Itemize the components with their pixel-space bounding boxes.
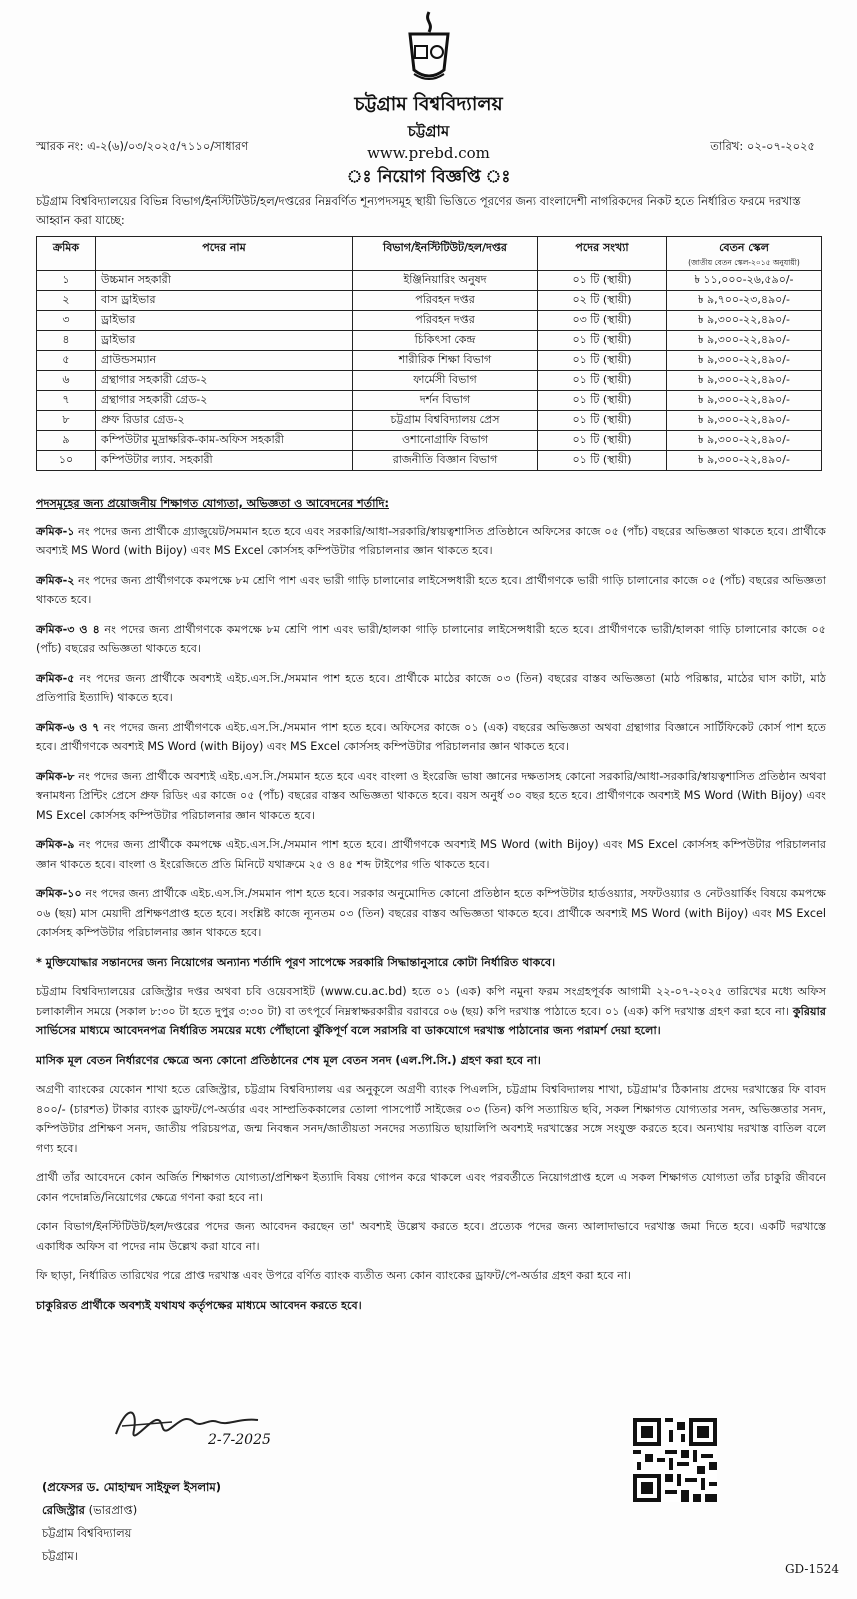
cell-count: ০১ টি (স্থায়ী) — [538, 351, 667, 371]
table-row — [37, 271, 822, 291]
requirement-label: ক্রমিক-৬ ও ৭ — [36, 720, 100, 734]
requirement-text: নং পদের জন্য প্রার্থীকে অবশ্যই এইচ.এস.সি./সমমান হতে হবে এবং বাংলা ও ইংরেজি ভাষা জ্ঞানের দক্ষতাসহ কোনো সরকারি/আধা-সরকারি/স্বায়ত্বশাসিত প্রতিষ্ঠান অথবা স্বনামধন্য প্রিন্টিং প্রেসে প্রুফ রিডিং এর কাজে ০৫ (পাঁচ) বছরের বাস্তব অভিজ্ঞতা থাকতে হবে। বয়স অনুর্ধ ৩০ বছর হতে হবে। প্রার্থীগণকে অবশ্যই MS Word (With Bijoy) এবং MS Excel কোর্সসহ কম্পিউটার পরিচালনার জ্ঞান থাকতে হবে। — [36, 769, 826, 822]
cell-serial: ১ — [37, 271, 96, 291]
signer-city: চট্টগ্রাম। — [42, 1549, 78, 1563]
requirement-text: নং পদের জন্য প্রার্থীগণকে এইচ.এস.সি./সমমান পাশ হতে হবে। অফিসের কাজে ০১ (এক) বছরের অভিজ্ঞতা অথবা গ্রন্থাগার বিজ্ঞানে সার্টিফিকেট কোর্স পাশ হতে হবে। প্রার্থীগণকে অবশ্যই MS Word (with Bijoy) এবং MS Excel কোর্সসহ কম্পিউটার পরিচালনার জ্ঞান থাকতে হবে। — [36, 720, 827, 753]
employed-note: চাকুরিরত প্রার্থীকে অবশ্যই যথাযথ কর্তৃপক্ষের মাধ্যমে আবেদন করতে হবে। — [36, 1298, 362, 1312]
university-name: চট্টগ্রাম বিশ্ববিদ্যালয় — [354, 93, 503, 115]
cell-count: ০১ টি (স্থায়ী) — [538, 411, 667, 431]
header-count: পদের সংখ্যা — [538, 237, 667, 271]
table-row — [37, 291, 822, 311]
cell-dept: শারীরিক শিক্ষা বিভাগ — [353, 351, 538, 371]
requirement-text: নং পদের জন্য প্রার্থীগণকে কমপক্ষে ৮ম শ্রেণি পাশ এবং ভারী গাড়ি চালানোর লাইসেন্সধারী হতে হবে। প্রার্থীগণকে ভারী গাড়ি চালানোর কাজে ০৫ (পাঁচ) বছরের অভিজ্ঞতা থাকতে হবে। — [36, 573, 826, 606]
cell-serial: ৮ — [37, 411, 96, 431]
lpc-note: মাসিক মূল বেতন নির্ধারণের ক্ষেত্রে অন্য কোনো প্রতিষ্ঠানের শেষ মূল বেতন সনদ (এল.পি.সি.) গ্রহণ করা হবে না। — [36, 1053, 541, 1067]
table-row — [37, 451, 822, 471]
table-row — [37, 351, 822, 371]
cell-post: উচ্চমান সহকারী — [96, 271, 353, 291]
cell-serial: ৪ — [37, 331, 96, 351]
requirement-item — [36, 620, 826, 659]
cell-post: গ্রাউন্ডসম্যান — [96, 351, 353, 371]
header-scale-label: বেতন স্কেল — [719, 241, 769, 254]
cell-count: ০১ টি (স্থায়ী) — [538, 451, 667, 471]
requirement-label: ক্রমিক-৫ — [36, 671, 75, 685]
cell-count: ০২ টি (স্থায়ী) — [538, 291, 667, 311]
requirement-item — [36, 571, 826, 610]
cell-serial: ৬ — [37, 371, 96, 391]
requirement-label: ক্রমিক-৯ — [36, 838, 75, 851]
requirement-item — [36, 718, 826, 757]
requirements-body — [36, 494, 826, 1325]
cell-serial: ২ — [37, 291, 96, 311]
cell-post: কম্পিউটার ল্যাব. সহকারী — [96, 451, 353, 471]
cell-scale: ৳ ৯,৩০০-২২,৪৯০/- — [667, 311, 822, 331]
cell-scale: ৳ ৯,৩০০-২২,৪৯০/- — [667, 371, 822, 391]
requirement-item — [36, 522, 826, 561]
cell-dept: চিকিৎসা কেন্দ্র — [353, 331, 538, 351]
header-dept: বিভাগ/ইনস্টিটিউট/হল/দপ্তর — [353, 237, 538, 271]
cell-serial: ১০ — [37, 451, 96, 471]
application-text: চট্টগ্রাম বিশ্ববিদ্যালয়ের রেজিস্ট্রার দপ্তর অথবা চবি ওয়েবসাইট (www.cu.ac.bd) হতে ০১ (এক) কপি নমুনা ফরম সংগ্রহপূর্বক আগামী ২২-০৭-২০২৫ তারিখের মধ্যে অফিস চলাকালীন সময়ে (সকাল ৮:৩০ টা হতে দুপুর ৩:৩০ টা) বা তৎপূর্বে নিম্নস্বাক্ষরকারীর বরাবরে ০৬ (ছয়) কপি দরখাস্ত পাঠাতে হবে। ০১ (এক) কপি দরখাস্ত গ্রহণ করা হবে না। — [36, 985, 826, 1018]
requirement-text: নং পদের জন্য প্রার্থীকে গ্র্যাজুয়েট/সমমান হতে হবে এবং সরকারি/আধা-সরকারি/স্বায়ত্বশাসিত প্রতিষ্ঠানে অফিসের কাজে ০৫ (পাঁচ) বছরের অভিজ্ঞতা থাকতে হবে। প্রার্থীকে অবশ্যই MS Word (with Bijoy) এবং MS Excel কোর্সসহ কম্পিউটার পরিচালনার জ্ঞান থাকতে হবে। — [36, 524, 826, 557]
mention-paragraph: কোন বিভাগ/ইনস্টিটিউট/হল/দপ্তরের পদের জন্য আবেদন করছেন তা' অবশ্যই উল্লেখ করতে হবে। প্রত্যেক পদের জন্য আলাদাভাবে দরখাস্ত জমা দিতে হবে। একটি দরখাস্তে একাধিক অফিস বা পদের নাম উল্লেখ করা যাবে না। — [36, 1220, 826, 1253]
cell-scale: ৳ ৯,৭০০-২৩,৪৯০/- — [667, 291, 822, 311]
cell-post: বাস ড্রাইভার — [96, 291, 353, 311]
cell-serial: ৯ — [37, 431, 96, 451]
cell-scale: ৳ ৯,৩০০-২২,৪৯০/- — [667, 331, 822, 351]
signer-title: রেজিস্ট্রার — [42, 1503, 85, 1517]
cell-dept: ওশানোগ্রাফি বিভাগ — [353, 431, 538, 451]
header-post: পদের নাম — [96, 237, 353, 271]
cell-serial: ৩ — [37, 311, 96, 331]
notice-date: তারিখ: ০২-০৭-২০২৫ — [710, 139, 815, 153]
cell-post: গ্রন্থাগার সহকারী গ্রেড-২ — [96, 371, 353, 391]
cell-dept: ফার্মেসী বিভাগ — [353, 371, 538, 391]
cell-scale: ৳ ১১,০০০-২৬,৫৯০/- — [667, 271, 822, 291]
draft-paragraph: ফি ছাড়া, নির্ধারিত তারিখের পরে প্রাপ্ত দরখাস্ত এবং উপরে বর্ণিত ব্যাংক ব্যতীত অন্য কোন ব্যাংকের ড্রাফট/পে-অর্ডার গ্রহণ করা হবে না। — [36, 1269, 632, 1282]
cell-count: ০১ টি (স্থায়ী) — [538, 391, 667, 411]
cell-post: প্রুফ রিডার গ্রেড-২ — [96, 411, 353, 431]
requirement-label: ক্রমিক-৮ — [36, 769, 75, 783]
table-header-row — [37, 237, 822, 271]
cell-post: ড্রাইভার — [96, 311, 353, 331]
table-row — [37, 311, 822, 331]
header-scale — [667, 237, 822, 271]
signer-title-note: (ভারপ্রাপ্ত) — [84, 1503, 138, 1517]
requirement-label: ক্রমিক-২ — [36, 573, 75, 587]
header-serial: ক্রমিক — [37, 237, 96, 271]
cell-scale: ৳ ৯,৩০০-২২,৪৯০/- — [667, 391, 822, 411]
university-logo-icon — [404, 10, 454, 84]
cell-dept: পরিবহন দপ্তর — [353, 311, 538, 331]
table-row — [37, 331, 822, 351]
conceal-paragraph: প্রার্থী তাঁর আবেদনে কোন অর্জিত শিক্ষাগত যোগ্যতা/প্রশিক্ষণ ইত্যাদি বিষয় গোপন করে থাকলে এবং পরবর্তীতে নিয়োগপ্রাপ্ত হলে এ সকল শিক্ষাগত যোগ্যতা তাঁর চাকুরি জীবনে কোন পদোন্নতি/নিয়োগের ক্ষেত্রে গণনা করা হবে না। — [36, 1171, 826, 1204]
requirement-label: ক্রমিক-১০ — [36, 887, 82, 900]
header-scale-note: (জাতীয় বেতন স্কেল-২০১৫ অনুযায়ী) — [688, 258, 800, 267]
cell-dept: ইঞ্জিনিয়ারিং অনুষদ — [353, 271, 538, 291]
cell-scale: ৳ ৯,৩০০-২২,৪৯০/- — [667, 411, 822, 431]
requirement-text: নং পদের জন্য প্রার্থীকে এইচ.এস.সি./সমমান পাশ হতে হবে। সরকার অনুমোদিত কোনো প্রতিষ্ঠান হতে কম্পিউটার হার্ডওয়্যার, সফটওয়্যার ও নেটওয়ার্কিং বিষয়ে কমপক্ষে ০৬ (ছয়) মাস মেয়াদী প্রশিক্ষণপ্রাপ্ত হতে হবে। সংশ্লিষ্ট কাজে ন্যূনতম ০৩ (তিন) বছরের বাস্তব অভিজ্ঞতা থাকতে হবে। প্রার্থীকে অবশ্যই MS Word (with Bijoy) এবং MS Excel কোর্সসহ কম্পিউটার পরিচালনার জ্ঞান থাকতে হবে। — [36, 887, 826, 939]
cell-scale: ৳ ৯,৩০০-২২,৪৯০/- — [667, 431, 822, 451]
cell-serial: ৫ — [37, 351, 96, 371]
cell-dept: চট্টগ্রাম বিশ্ববিদ্যালয় প্রেস — [353, 411, 538, 431]
cell-post: কম্পিউটার মুদ্রাক্ষরিক-কাম-অফিস সহকারী — [96, 431, 353, 451]
cell-scale: ৳ ৯,৩০০-২২,৪৯০/- — [667, 451, 822, 471]
cell-dept: রাজনীতি বিজ্ঞান বিভাগ — [353, 451, 538, 471]
requirement-item — [36, 884, 826, 943]
cell-post: গ্রন্থাগার সহকারী গ্রেড-২ — [96, 391, 353, 411]
table-row — [37, 391, 822, 411]
table-row — [37, 411, 822, 431]
cell-count: ০১ টি (স্থায়ী) — [538, 431, 667, 451]
application-warning: কুরিয়ার সার্ভিসের মাধ্যমে আবেদনপত্র নির্ধারিত সময়ের মধ্যে পৌঁছানো ঝুঁকিপূর্ণ বলে সরাসরি বা ডাকযোগে দরখাস্ত পাঠানোর জন্য পরামর্শ দেয়া হলো। — [36, 1004, 826, 1037]
requirement-text: নং পদের জন্য প্রার্থীকে কমপক্ষে এইচ.এস.সি./সমমান পাশ হতে হবে। প্রার্থীগণকে অবশ্যই MS Word (with Bijoy) এবং MS Excel কোর্সসহ কম্পিউটার পরিচালনার জ্ঞান থাকতে হবে। বাংলা ও ইংরেজিতে প্রতি মিনিটে যথাক্রমে ২৫ ও ৪৫ শব্দ টাইপের গতি থাকতে হবে। — [36, 838, 826, 871]
quota-note: * মুক্তিযোদ্ধার সন্তানদের জন্য নিয়োগের অন্যান্য শর্তাদি পূরণ সাপেক্ষে সরকারি সিদ্ধান্তানুসারে কোটা নির্ধারিত থাকবে। — [36, 955, 556, 969]
table-row — [37, 431, 822, 451]
cell-dept: দর্শন বিভাগ — [353, 391, 538, 411]
requirement-label: ক্রমিক-৩ ও ৪ — [36, 622, 100, 636]
requirement-item — [36, 669, 826, 708]
city-name: চট্টগ্রাম — [407, 122, 450, 140]
signer-org: চট্টগ্রাম বিশ্ববিদ্যালয় — [42, 1526, 132, 1540]
website-watermark: www.prebd.com — [367, 144, 490, 162]
table-row — [37, 371, 822, 391]
cell-dept: পরিবহন দপ্তর — [353, 291, 538, 311]
signer-block — [42, 1476, 221, 1568]
cell-count: ০৩ টি (স্থায়ী) — [538, 311, 667, 331]
vacancy-table — [36, 236, 822, 471]
requirement-label: ক্রমিক-১ — [36, 524, 75, 538]
cell-scale: ৳ ৯,৩০০-২২,৪৯০/- — [667, 351, 822, 371]
requirement-text: নং পদের জন্য প্রার্থীগণকে কমপক্ষে ৮ম শ্রেণি পাশ এবং ভারী/হালকা গাড়ি চালানোর লাইসেন্সধারী হতে হবে। প্রার্থীগণকে ভারী/হালকা গাড়ি চালানোর কাজে ০৫ (পাঁচ) বছরের অভিজ্ঞতা থাকতে হবে। — [36, 622, 827, 655]
cell-count: ০১ টি (স্থায়ী) — [538, 331, 667, 351]
fee-paragraph: অগ্রণী ব্যাংকের যেকোন শাখা হতে রেজিস্ট্রার, চট্টগ্রাম বিশ্ববিদ্যালয় এর অনুকূলে অগ্রণী ব্যাংক পিএলসি, চট্টগ্রাম বিশ্ববিদ্যালয় শাখা, চট্টগ্রাম'র ঠিকানায় প্রদেয় দরখাস্তের ফি বাবদ ৪০০/- (চারশত) টাকার ব্যাংক ড্রাফট/পে-অর্ডার এবং সাম্প্রতিককালের তোলা পাসপোর্ট সাইজের ০৩ (তিন) কপি সত্যায়িত ছবি, সকল শিক্ষাগত যোগ্যতার সনদ, অভিজ্ঞতার সনদ, কম্পিউটার প্রশিক্ষণ সনদ, জাতীয় পরিচয়পত্র, জন্ম নিবন্ধন সনদ/জাতীয়তা সনদের সত্যায়িত ছায়ালিপি অবশ্যই দরখাস্তের সঙ্গে সংযুক্ত করতে হবে। অন্যথায় দরখাস্ত বাতিল বলে গণ্য হবে। — [36, 1083, 826, 1155]
memo-number: স্মারক নং: এ-২(৬)/০৩/২০২৫/৭১১০/সাধারণ — [36, 139, 249, 153]
signer-name: (প্রফেসর ড. মোহাম্মদ সাইফুল ইসলাম) — [42, 1480, 221, 1494]
requirement-text: নং পদের জন্য প্রার্থীকে অবশ্যই এইচ.এস.সি./সমমান পাশ হতে হবে। প্রার্থীকে মাঠের কাজে ০৩ (তিন) বছরের বাস্তব অভিজ্ঞতা (মাঠ পরিষ্কার, মাঠের ঘাস কাটা, মাঠ প্রতিপারি ইত্যাদি) থাকতে হবে। — [36, 671, 826, 704]
signer-title-line — [42, 1499, 221, 1522]
requirement-item — [36, 767, 826, 826]
signature-date: 2-7-2025 — [208, 1432, 271, 1448]
cell-post: ড্রাইভার — [96, 331, 353, 351]
notice-title: ঃ নিয়োগ বিজ্ঞপ্তি ঃ — [346, 167, 511, 187]
cell-count: ০১ টি (স্থায়ী) — [538, 371, 667, 391]
qr-code-icon — [633, 1418, 717, 1502]
gd-code: GD-1524 — [784, 1562, 839, 1576]
requirements-heading: পদসমূহের জন্য প্রয়োজনীয় শিক্ষাগত যোগ্যতা, অভিজ্ঞতা ও আবেদনের শর্তাদি: — [36, 497, 389, 510]
requirement-item — [36, 835, 826, 874]
cell-count: ০১ টি (স্থায়ী) — [538, 271, 667, 291]
application-paragraph — [36, 982, 826, 1041]
cell-serial: ৭ — [37, 391, 96, 411]
intro-text: চট্টগ্রাম বিশ্ববিদ্যালয়ের বিভিন্ন বিভাগ/ইনস্টিটিউট/হল/দপ্তরের নিম্নবর্ণিত শূন্যপদসমূহ স্থায়ী ভিত্তিতে পূরণের জন্য বাংলাদেশী নাগরিকদের নিকট হতে নির্ধারিত ফরমে দরখাস্ত আহ্বান করা যাচ্ছে: — [36, 194, 801, 227]
